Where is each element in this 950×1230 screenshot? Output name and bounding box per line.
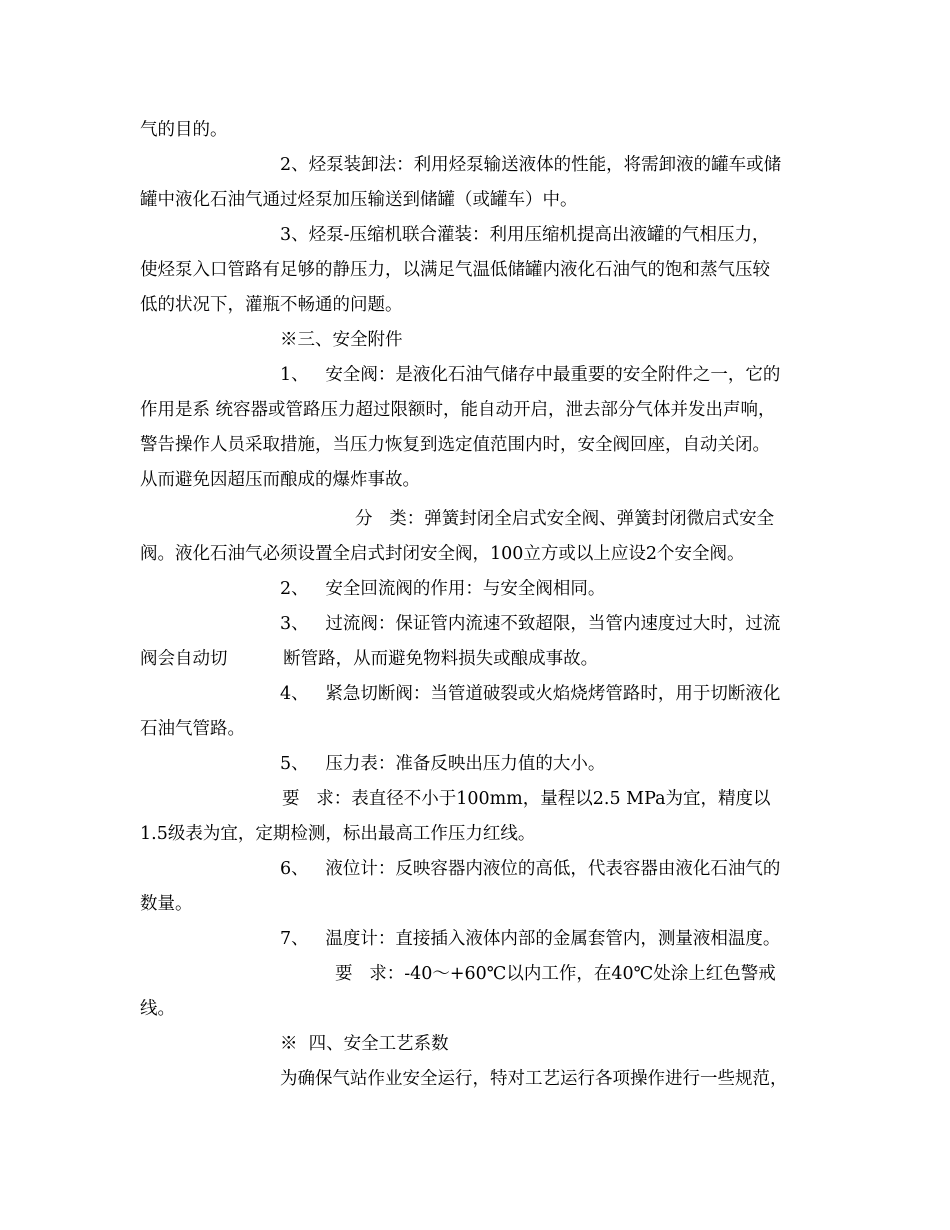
text-line: 分 类：弹簧封闭全启式安全阀、弹簧封闭微启式安全 [355,509,775,529]
text-line: 罐中液化石油气通过烃泵加压输送到储罐（或罐车）中。 [140,190,578,210]
text-line: 3、烃泵-压缩机联合灌装：利用压缩机提高出液罐的气相压力， [280,225,770,245]
text-line: 线。 [140,999,175,1019]
text-line: 使烃泵入口管路有足够的静压力，以满足气温低储罐内液化石油气的饱和蒸气压较 [140,260,770,280]
text-line: 从而避免因超压而酿成的爆炸事故。 [140,470,420,490]
text-line: 作用是系 统容器或管路压力超过限额时，能自动开启，泄去部分气体并发出声响， [140,400,776,420]
text-line: 1、 安全阀：是液化石油气储存中最重要的安全附件之一，它的 [280,365,781,385]
text-line: 警告操作人员采取措施，当压力恢复到选定值范围内时，安全阀回座，自动关闭。 [140,435,770,455]
text-line: 气的目的。 [140,120,228,140]
text-line: 1.5级表为宜，定期检测，标出最高工作压力红线。 [140,824,536,844]
text-line: 数量。 [140,894,193,914]
text-line: 阀。液化石油气必须设置全启式封闭安全阀，100立方或以上应设2个安全阀。 [140,544,745,564]
text-line: 5、 压力表：准备反映出压力值的大小。 [280,754,606,774]
text-line: 4、 紧急切断阀：当管道破裂或火焰烧烤管路时，用于切断液化 [280,684,781,704]
section-heading: ※三、安全附件 [280,330,403,350]
text-line: 石油气管路。 [140,719,245,739]
text-line: 为确保气站作业安全运行，特对工艺运行各项操作进行一些规范， [280,1069,788,1089]
text-line: 低的状况下，灌瓶不畅通的问题。 [140,295,403,315]
text-line: 6、 液位计：反映容器内液位的高低，代表容器由液化石油气的 [280,859,781,879]
section-heading: ※ 四、安全工艺系数 [280,1034,449,1054]
text-line: 2、烃泵装卸法：利用烃泵输送液体的性能，将需卸液的罐车或储 [280,155,782,175]
text-line: 阀会自动切 断管路，从而避免物料损失或酿成事故。 [140,649,599,669]
text-line: 3、 过流阀：保证管内流速不致超限，当管内速度过大时，过流 [280,614,781,634]
text-line: 要 求：-40～+60℃以内工作，在40℃处涂上红色警戒 [335,964,776,984]
text-line: 要 求：表直径不小于100mm，量程以2.5 MPa为宜，精度以 [282,789,771,809]
text-line: 7、 温度计：直接插入液体内部的金属套管内，测量液相温度。 [280,929,781,949]
text-line: 2、 安全回流阀的作用：与安全阀相同。 [280,579,606,599]
